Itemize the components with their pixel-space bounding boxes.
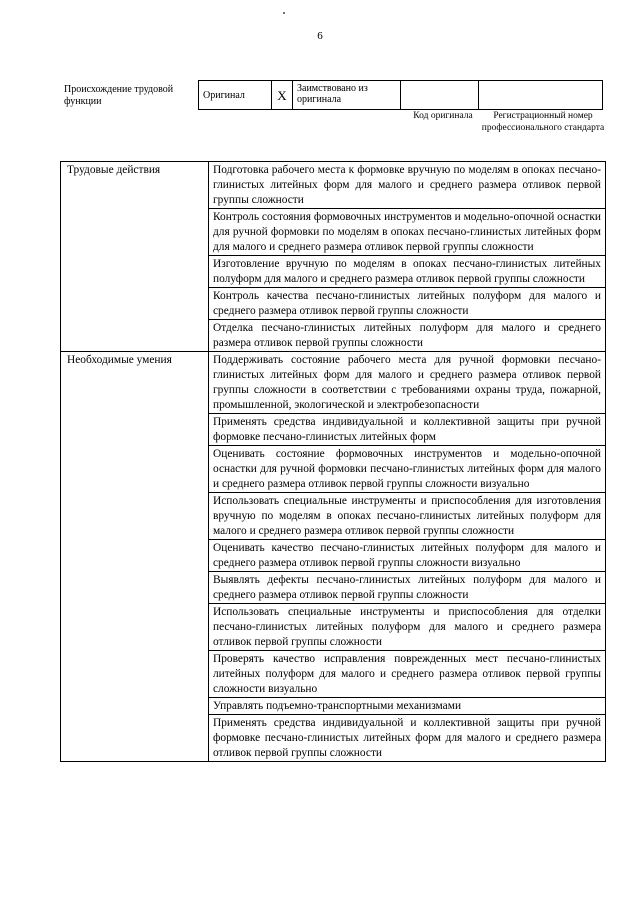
table-cell: Оценивать состояние формовочных инструментов и модельно-опочной оснастки для ручной формовки песчано-глинистых литейных форм для малого и среднего размера отливок первой группы сложности визуально [209, 446, 606, 493]
table-cell: Проверять качество исправления поврежденных мест песчано-глинистых литейных полуформ для малого и среднего размера отливок первой группы сложности визуально [209, 651, 606, 698]
section-title: Трудовые действия [61, 162, 209, 352]
table-cell: Выявлять дефекты песчано-глинистых литейных полуформ для малого и среднего размера отливок первой группы сложности [209, 572, 606, 604]
origin-code-cell [401, 81, 479, 110]
table-cell: Отделка песчано-глинистых литейных полуформ для малого и среднего размера отливок первой группы сложности [209, 320, 606, 352]
origin-borrowed-cell: Заимствовано из оригинала [293, 81, 401, 110]
table-cell: Использовать специальные инструменты и приспособления для изготовления вручную по моделям в опоках песчано-глинистых литейных полуформ для малого и среднего размера отливок первой группы сложности [209, 493, 606, 540]
table-cell: Оценивать качество песчано-глинистых литейных полуформ для малого и среднего размера отливок первой группы сложности визуально [209, 540, 606, 572]
origin-label: Происхождение трудовой функции [64, 84, 174, 107]
scan-dot [283, 12, 285, 14]
table-cell: Изготовление вручную по моделям в опоках песчано-глинистых литейных полуформ для малого и среднего размера отливок первой группы сложности [209, 256, 606, 288]
code-caption: Код оригинала [413, 111, 473, 121]
table-cell: Подготовка рабочего места к формовке вручную по моделям в опоках песчано-глинистых литейных форм для малого и среднего размера отливок первой группы сложности [209, 162, 606, 209]
table-cell: Применять средства индивидуальной и коллективной защиты при ручной формовке песчано-глинистых литейных форм [209, 414, 606, 446]
table-cell: Управлять подъемно-транспортными механизмами [209, 698, 606, 715]
origin-original-cell: Оригинал [199, 81, 272, 110]
table-cell: Контроль состояния формовочных инструментов и модельно-опочной оснастки для ручной формовки по моделям в опоках песчано-глинистых литейных форм для малого и среднего размера отливок первой группы сложности [209, 209, 606, 256]
function-table [60, 161, 606, 762]
origin-mark-cell: X [272, 81, 293, 110]
section-title: Необходимые умения [61, 352, 209, 762]
origin-table [198, 80, 603, 110]
reg-number-caption: Регистрационный номер профессионального стандарта [481, 111, 605, 133]
table-cell: Поддерживать состояние рабочего места для ручной формовки песчано-глинистых литейных форм для малого и среднего размера отливок первой группы сложности в соответствии с требованиями охраны труда, пожарной, промышленной, экологической и электробезопасности [209, 352, 606, 414]
table-row [61, 162, 606, 209]
page-number: 6 [317, 30, 323, 42]
origin-reg-cell [479, 81, 603, 110]
table-row [61, 352, 606, 414]
table-cell: Контроль качества песчано-глинистых литейных полуформ для малого и среднего размера отливок первой группы сложности [209, 288, 606, 320]
table-cell: Применять средства индивидуальной и коллективной защиты при ручной формовке песчано-глинистых литейных форм для малого и среднего размера отливок первой группы сложности [209, 715, 606, 762]
table-cell: Использовать специальные инструменты и приспособления для отделки песчано-глинистых литейных полуформ для малого и среднего размера отливок первой группы сложности [209, 604, 606, 651]
